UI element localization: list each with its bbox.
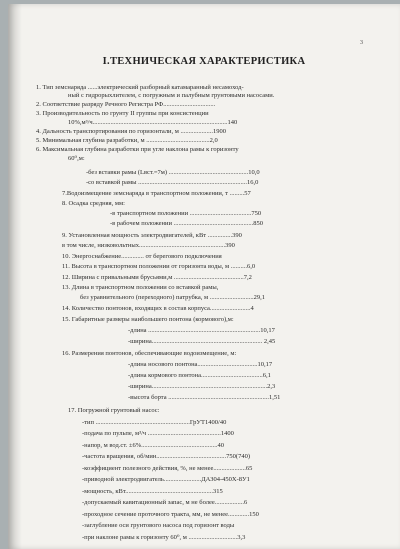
text-line: 16. Размерения понтонов, обеспечивающие водоизмещение, м: <box>62 350 237 357</box>
text-line: -тип ..........................................................ГрУТ1400/40 <box>82 419 227 426</box>
text-line: -длина носового понтона.....................................10,17 <box>128 361 273 368</box>
text-line: -высота борта ..............................................................1,51 <box>128 394 281 401</box>
text-line: 7.Водоизмещение земснаряда в транспортном положении, т .........57 <box>62 190 251 197</box>
text-line: -ширина.......................................................................2,3 <box>128 383 276 390</box>
text-line: -в транспортном положении ......................................750 <box>110 210 262 217</box>
text-line: -подача по пульпе, м³/ч .............................................1400 <box>82 430 234 437</box>
text-line: -длина кормового понтона......................................6,1 <box>128 372 271 379</box>
text-line: 17. Погружной грунтовый насос: <box>68 407 160 414</box>
text-line: 8. Осадка средняя, мм: <box>62 200 125 207</box>
text-line: 10. Энергоснабжение.............. от берегового подключения <box>62 253 222 260</box>
text-line: -частота вращения, об/мин...........................................750(740) <box>82 453 250 460</box>
text-line: 13. Длина в транспортном положении со вставкой рамы, <box>62 284 219 291</box>
text-line: -коэффициент полезного действия, %, не менее....................65 <box>82 465 253 472</box>
text-line: ный с гидрорыхлителем, с погружным и палубным грунтовыми насосами. <box>68 92 275 99</box>
text-line: -в рабочем положении .................................................850 <box>110 220 263 227</box>
text-line: -напор, м вод.ст. ±6%...............................................40 <box>82 442 225 449</box>
text-line: -без вставки рамы (Lвст.=7м) .................................................10,0 <box>86 169 260 176</box>
text-line: -приводной электродвигатель.......................ДАЗ04-450Х-8У1 <box>82 476 250 483</box>
text-line: 2. Соответствие разряду Речного Регистра РФ................................ <box>36 101 216 108</box>
text-line: 10%,м³/ч...................................................................................140 <box>68 119 238 126</box>
page-number: 3 <box>360 40 363 46</box>
text-line: 6. Максимальная глубина разработки при угле наклона рамы к горизонту <box>36 146 239 153</box>
text-line: 11. Высота в транспортном положении от горизонта воды, м ..........6,0 <box>62 263 256 270</box>
text-line: 4. Дальность транспортирования по горизонтали, м ....................1900 <box>36 128 227 135</box>
text-line: без уравнительного (переходного) патрубка, м ...........................29,1 <box>80 294 265 301</box>
text-line: -заглубление оси грунтового насоса под горизонт воды <box>82 522 235 529</box>
text-line: 15. Габаритные размеры наибольшего понтона (кормового),м: <box>62 316 234 323</box>
text-line: -мощность, кВт......................................................315 <box>82 488 223 495</box>
text-line: 9. Установленная мощность электродвигателей, кВт ...............390 <box>62 232 242 239</box>
text-line: -допускаемый кавитационный запас, м не более..................6 <box>82 499 248 506</box>
text-line: -проходное сечение проточного тракта, мм, не менее.............150 <box>82 511 259 518</box>
page-title: I.ТЕХНИЧЕСКАЯ ХАРАКТЕРИСТИКА <box>102 56 306 67</box>
text-line: -ширина.................................................................... 2,45 <box>128 338 276 345</box>
text-line: 12. Ширина с привальными брусьями,м ...........................................7,2 <box>62 274 252 281</box>
text-line: 3. Производительность по грунту II группы при консистенции <box>36 110 209 117</box>
text-line: -при наклоне рамы к горизонту 60⁰, м ..............................3,3 <box>82 534 246 541</box>
text-line: 60⁰,м: <box>68 155 85 162</box>
text-line: 5. Минимальная глубина разработки, м .......................................2,0 <box>36 137 218 144</box>
text-line: -со вставкой рамы ...................................................................16,0 <box>86 179 259 186</box>
text-line: -длина .....................................................................10,17 <box>128 327 275 334</box>
document-page <box>8 4 400 549</box>
text-line: 14. Количество понтонов, входящих в состав корпуса.........................4 <box>62 305 254 312</box>
text-line: в том числе, низковольтных.....................................................390 <box>62 242 235 249</box>
text-line: 1. Тип земснаряда ......электрический разборный катамаранный несамоход- <box>36 84 244 91</box>
